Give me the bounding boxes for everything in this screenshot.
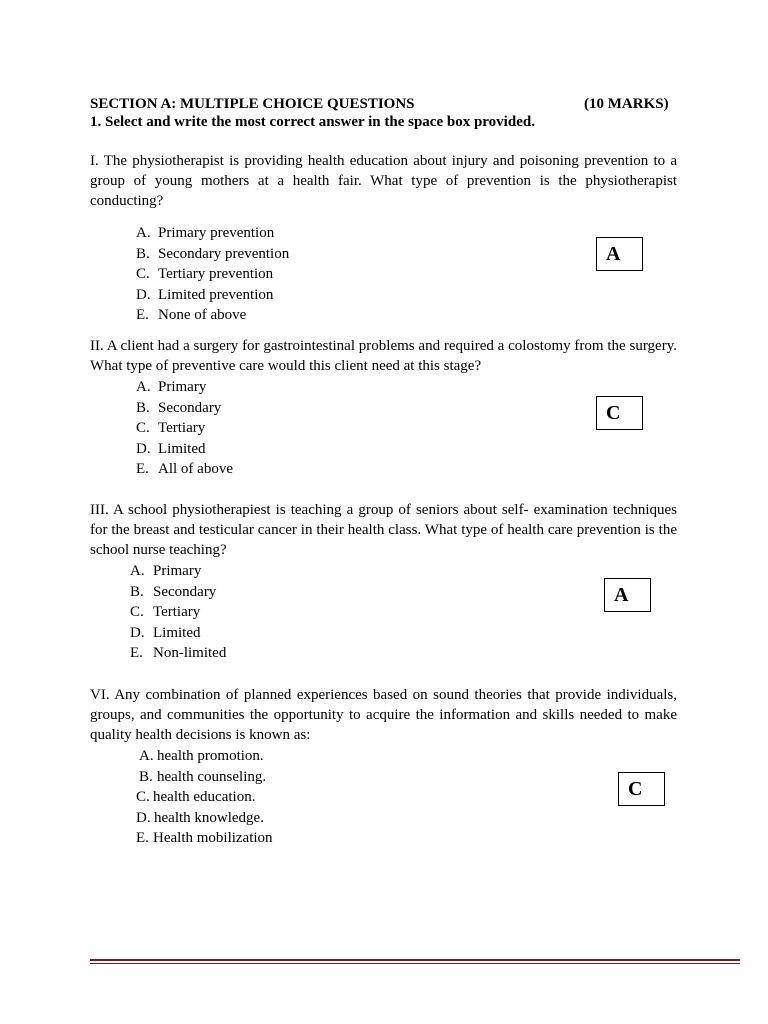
- option[interactable]: [136, 398, 233, 419]
- answer-box-4[interactable]: C: [618, 772, 665, 806]
- option-label: health education.: [153, 789, 256, 805]
- question-4-options: [136, 746, 273, 849]
- option-letter: B.: [130, 583, 144, 600]
- option[interactable]: [136, 787, 273, 808]
- option[interactable]: [136, 828, 273, 849]
- option[interactable]: [136, 244, 289, 265]
- answer-box-1[interactable]: A: [596, 237, 643, 271]
- option-letter: B.: [136, 399, 150, 416]
- option-label: Limited: [153, 624, 201, 641]
- section-marks: (10 MARKS): [584, 96, 669, 112]
- option-letter: A.: [136, 225, 151, 241]
- option-letter: C.: [136, 789, 150, 805]
- option-label: All of above: [158, 461, 233, 477]
- option[interactable]: [136, 459, 233, 480]
- question-1-text: I. The physiotherapist is providing health education about injury and poisoning prevention to a group of young mothers at a health fair. What type of prevention is the physiotherapist conducting?: [90, 153, 677, 209]
- option[interactable]: [136, 377, 233, 398]
- footer-rule-thick: [90, 959, 740, 961]
- option-label: Non-limited: [153, 645, 227, 661]
- option[interactable]: [136, 264, 289, 285]
- option-label: Primary: [153, 563, 202, 579]
- option[interactable]: [136, 418, 233, 439]
- option-letter: D.: [130, 624, 145, 641]
- option-letter: D.: [136, 286, 151, 303]
- option[interactable]: [136, 305, 289, 326]
- option-label: Secondary prevention: [158, 245, 290, 262]
- footer-rule-thin: [90, 963, 740, 964]
- option[interactable]: [136, 808, 273, 829]
- section-title: SECTION A: MULTIPLE CHOICE QUESTIONS: [90, 96, 415, 112]
- option-label: Tertiary: [158, 420, 206, 436]
- option-label: Secondary: [153, 583, 217, 600]
- option-letter: C.: [130, 604, 144, 620]
- option-label: health promotion.: [157, 748, 264, 764]
- question-2-text: II. A client had a surgery for gastrointestinal problems and required a colostomy from the surgery. What type of preventive care would this client need at this stage?: [90, 338, 677, 374]
- option-label: Tertiary: [153, 604, 201, 620]
- option-letter: B.: [139, 768, 153, 785]
- option[interactable]: [136, 746, 273, 767]
- option-letter: D.: [136, 809, 151, 826]
- option-label: Primary: [158, 379, 207, 395]
- option-letter: E.: [130, 645, 143, 661]
- answer-box-3[interactable]: A: [604, 578, 651, 612]
- question-1-options: [136, 223, 289, 326]
- option-letter: C.: [136, 420, 150, 436]
- answer-box-2[interactable]: C: [596, 396, 643, 430]
- option[interactable]: [130, 602, 226, 623]
- option[interactable]: [136, 439, 233, 460]
- option-letter: A.: [139, 748, 154, 764]
- option-label: Limited: [158, 440, 206, 457]
- question-3-options: [130, 561, 226, 664]
- option-letter: E.: [136, 307, 149, 323]
- option-label: Health mobilization: [153, 830, 273, 846]
- option[interactable]: [130, 643, 226, 664]
- option-label: health counseling.: [157, 768, 267, 785]
- option-letter: E.: [136, 461, 149, 477]
- option-label: Limited prevention: [158, 286, 274, 303]
- option-label: None of above: [158, 307, 247, 323]
- option-letter: A.: [130, 563, 145, 579]
- option-letter: A.: [136, 379, 151, 395]
- option-label: health knowledge.: [154, 809, 264, 826]
- question-2-options: [136, 377, 233, 480]
- option-label: Primary prevention: [158, 225, 275, 241]
- section-instruction: 1. Select and write the most correct answer in the space box provided.: [90, 114, 535, 130]
- option[interactable]: [130, 623, 226, 644]
- question-4-text: VI. Any combination of planned experiences based on sound theories that provide individuals, groups, and communities the opportunity to acquire the information and skills needed to make quality health decisions is known as:: [90, 687, 677, 743]
- option[interactable]: [136, 223, 289, 244]
- option-letter: B.: [136, 245, 150, 262]
- option-letter: E.: [136, 830, 149, 846]
- option[interactable]: [136, 285, 289, 306]
- option[interactable]: [130, 561, 226, 582]
- option-letter: C.: [136, 266, 150, 282]
- question-3-text: III. A school physiotherapiest is teaching a group of seniors about self- examination techniques for the breast and testicular cancer in their health class. What type of health care prevention is the school nurse teaching?: [90, 502, 677, 558]
- option-label: Secondary: [158, 399, 222, 416]
- option-letter: D.: [136, 440, 151, 457]
- option[interactable]: [130, 582, 226, 603]
- option-label: Tertiary prevention: [158, 266, 274, 282]
- option[interactable]: [136, 767, 273, 788]
